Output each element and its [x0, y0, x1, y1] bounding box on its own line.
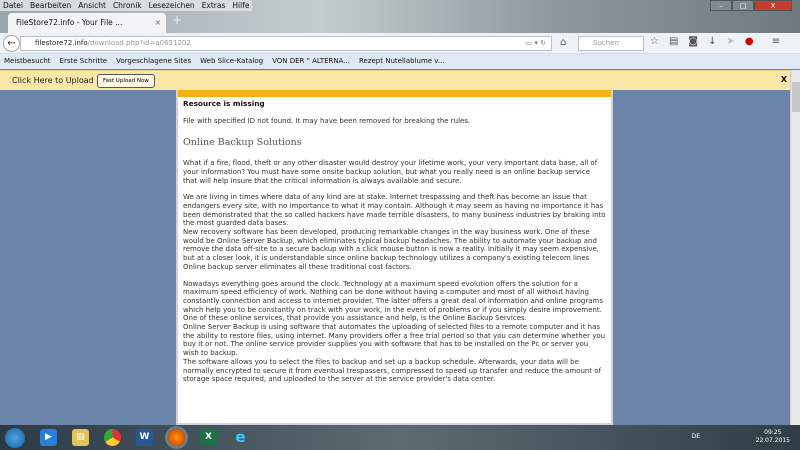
- tab-close-icon[interactable]: ×: [154, 18, 161, 27]
- clock[interactable]: [756, 429, 790, 445]
- firefox-icon[interactable]: [168, 429, 185, 446]
- home-icon[interactable]: ⌂: [560, 37, 567, 48]
- clock-date: 22.07.2015: [755, 437, 790, 444]
- bookmarks-list-icon[interactable]: ▤: [668, 36, 679, 47]
- menu-extras[interactable]: Extras: [201, 1, 226, 10]
- chrome-icon[interactable]: [104, 429, 121, 446]
- url-path: /download.php?id=a0651202: [87, 39, 191, 47]
- menu-hilfe[interactable]: Hilfe: [232, 1, 250, 10]
- new-tab-button[interactable]: +: [172, 13, 183, 27]
- article-heading: Online Backup Solutions: [183, 137, 302, 149]
- error-title: Resource is missing: [183, 99, 265, 108]
- bookmark-item[interactable]: Meistbesucht: [4, 57, 51, 65]
- reload-icon[interactable]: ▭ ▾ ↻: [525, 39, 546, 47]
- bookmark-star-icon[interactable]: ☆: [650, 36, 659, 47]
- navigation-toolbar: [0, 33, 800, 54]
- page-scrollbar[interactable]: [790, 70, 800, 425]
- banner-close-button[interactable]: X: [780, 75, 787, 84]
- menu-chronik[interactable]: Chronik: [112, 1, 142, 10]
- bookmark-item[interactable]: VON DER " ALTERNA...: [272, 57, 350, 65]
- clock-time: 09:25: [764, 429, 782, 436]
- media-player-icon[interactable]: ▶: [40, 429, 57, 446]
- menu-bar: [0, 0, 252, 11]
- word-icon[interactable]: W: [136, 429, 153, 446]
- explorer-icon[interactable]: ▤: [72, 429, 89, 446]
- window-titlebar: [0, 0, 800, 34]
- menu-bearbeiten[interactable]: Bearbeiten: [30, 1, 72, 10]
- paragraph: Online Server Backup is using software that automates the uploading of selected files to a remote computer and it has the ability to restore files, using internet. Many providers offer a free trial period so that you can determine whether you buy it or not. The online service provider supplies you with software that has to be installed on the Pc or server you wish to backup.: [183, 323, 606, 358]
- upload-link[interactable]: Click Here to Upload: [12, 76, 94, 85]
- back-button[interactable]: ←: [3, 35, 20, 52]
- search-input[interactable]: Suchen: [578, 36, 644, 51]
- scrollbar-thumb[interactable]: [792, 82, 800, 112]
- bookmark-item[interactable]: Rezept Nutellablume v...: [358, 57, 445, 65]
- adblock-icon[interactable]: ●: [744, 36, 754, 47]
- start-button[interactable]: [5, 428, 25, 448]
- menu-lesezeichen[interactable]: Lesezeichen: [148, 1, 195, 10]
- upload-banner: [0, 70, 790, 90]
- excel-icon[interactable]: X: [200, 429, 217, 446]
- url-host: filestore72.info: [35, 39, 88, 47]
- maximize-button[interactable]: □: [732, 0, 754, 11]
- paragraph: What if a fire, flood, theft or any other disaster would destroy your lifetime work, your very important data base, all of your information? You must have some onsite backup solution, but what you really need is an online backup service that will help insure that the critical information is always available and secure.: [183, 159, 598, 185]
- browser-tab[interactable]: [8, 13, 166, 33]
- menu-icon[interactable]: ≡: [771, 36, 781, 47]
- paragraph: New recovery software has been developed, producing remarkable changes in the way business work. One of these would be Online Server Backup, which eliminates typical backup headaches. The ability to automate your backup and remove the data off-site to a secure backup with a click mouse button is now a reality. Initially it may seem expensive, but at a closer look, it is understandable since online backup technology utilizes a company's existing telecom lines Online backup server eliminates all these traditional cost factors.: [183, 228, 599, 271]
- page-content: [176, 90, 613, 425]
- paragraph: We are living in times where data of any kind are at stake. Internet trespassing and theft has become an issue that endangers every site, with no importance to what it may contain. Although it may seem as having no importance it has been demonstrated that the so called hackers have made terrible disasters, to many business industries by braking into the most guarded data bases.: [183, 193, 606, 228]
- menu-ansicht[interactable]: Ansicht: [78, 1, 106, 10]
- minimize-button[interactable]: –: [710, 0, 732, 11]
- language-indicator[interactable]: DE: [691, 433, 700, 440]
- error-text: File with specified ID not found. It may have been removed for breaking the rules.: [183, 116, 471, 125]
- bookmark-item[interactable]: Erste Schritte: [59, 57, 108, 65]
- tab-title: FileStore72.info - Your File ...: [16, 18, 123, 27]
- paragraph: The software allows you to select the files to backup and set up a backup schedule. Afterwards, your data will be normally encrypted to secure it from eventual trespassers, compressed to speed up transfer and reduce the amount of storage space required, and uploaded to the server at the service provider's data center.: [183, 357, 602, 384]
- fast-upload-button[interactable]: Fast Upload Now: [97, 74, 155, 88]
- download-icon[interactable]: ↓: [708, 36, 717, 47]
- paragraph: Nowadays everything goes around the clock. Technology at a maximum speed evolution offers the solution for a maximum speed efficiency of work. Nothing can be done without having a computer and most of all without having constantly connection and access to internet provider. The latter offers a great deal of information and online programs which help you to be constantly on track with your work, in the event of problems or if you simply desire improvement. One of these online services, that provide you assistance and help, is the Online Backup Services.: [183, 279, 603, 323]
- pocket-icon[interactable]: ◙: [688, 36, 699, 47]
- bookmarks-toolbar: [0, 54, 800, 69]
- bookmark-item[interactable]: Vorgeschlagene Sites: [116, 57, 192, 65]
- send-icon[interactable]: ➤: [726, 36, 735, 47]
- taskbar: [0, 425, 800, 450]
- menu-datei[interactable]: Datei: [3, 1, 24, 10]
- url-bar[interactable]: [20, 36, 552, 51]
- close-window-button[interactable]: X: [754, 0, 792, 11]
- internet-explorer-icon[interactable]: e: [235, 428, 246, 446]
- nav-strip: [178, 90, 611, 97]
- bookmark-item[interactable]: Web Slice-Katalog: [200, 57, 264, 65]
